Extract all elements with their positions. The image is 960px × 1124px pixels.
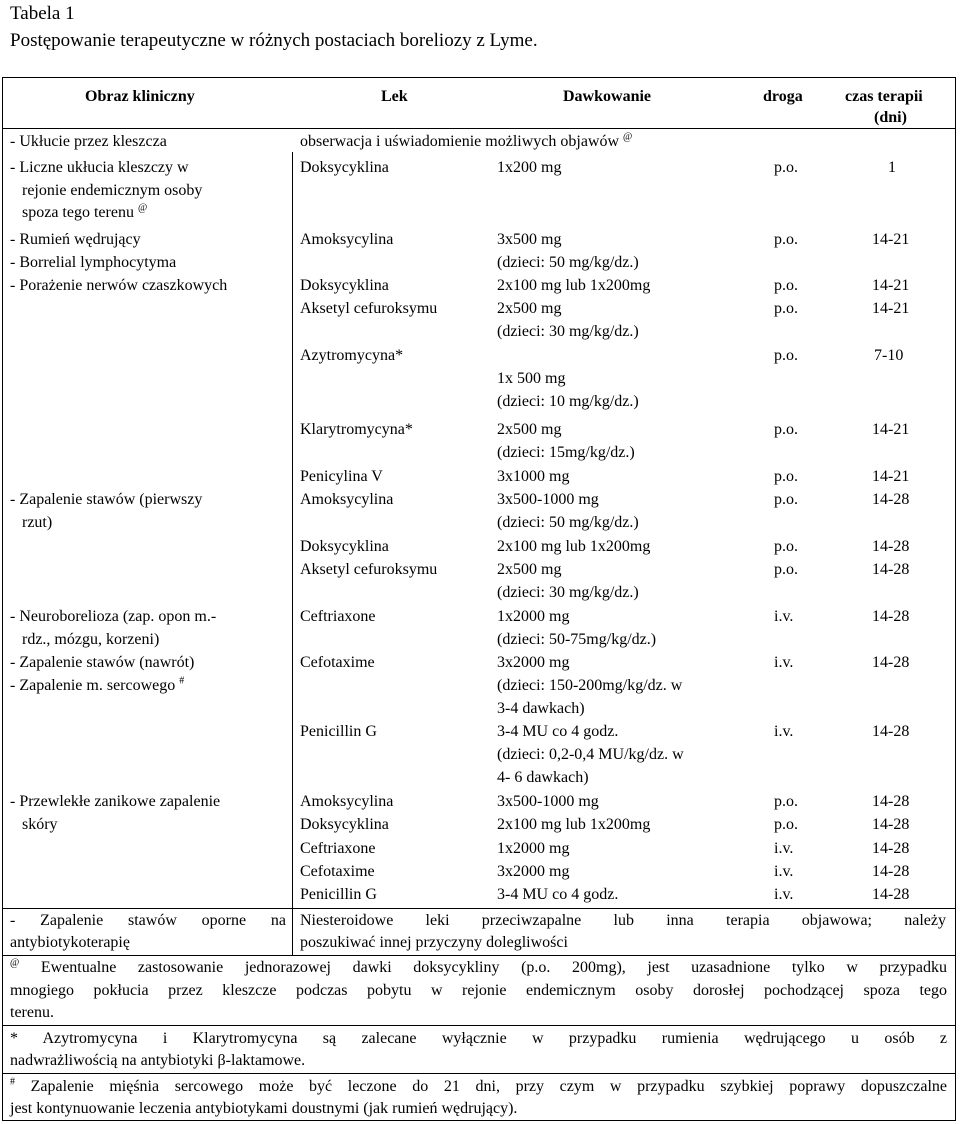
drug-name: Doksycyklina	[300, 816, 389, 833]
header-droga: droga	[763, 88, 803, 105]
route: i.v.	[774, 840, 794, 857]
duration: 14-21	[872, 231, 910, 248]
drug-name: Amoksycylina	[300, 231, 394, 248]
clinical-text: rejonie endemicznym osoby	[22, 182, 203, 199]
route: i.v.	[774, 608, 794, 625]
divider	[2, 1073, 956, 1074]
dose: 2x500 mg	[497, 561, 562, 578]
route: i.v.	[774, 723, 794, 740]
drug-name: Cefotaxime	[300, 863, 375, 880]
footnote-at: terenu.	[10, 1004, 54, 1021]
duration: 14-21	[872, 421, 910, 438]
route: p.o.	[774, 468, 798, 485]
footnote-star: * Azytromycyna i Klarytromycyna są zalecane wyłącznie w przypadku rumienia wędrującego u osób z	[10, 1030, 947, 1047]
divider	[2, 128, 956, 129]
dose: 3x500 mg	[497, 231, 562, 248]
dose: 2x500 mg	[497, 421, 562, 438]
drug-name: Doksycyklina	[300, 159, 389, 176]
dose-children: (dzieci: 150-200mg/kg/dz. w	[497, 677, 683, 694]
clinical-text: - Zapalenie m. sercowego #	[10, 675, 185, 694]
footnote-star: nadwrażliwością na antybiotyki β-laktamowe.	[10, 1052, 306, 1069]
footnote-hash: jest kontynuowanie leczenia antybiotykami doustnymi (jak rumień wędrujący).	[10, 1100, 518, 1117]
dose: 3x2000 mg	[497, 654, 570, 671]
dose: 3x500-1000 mg	[497, 491, 599, 508]
duration: 14-28	[872, 538, 910, 555]
dose: 3x500-1000 mg	[497, 793, 599, 810]
duration: 14-28	[872, 654, 910, 671]
drug-name: Ceftriaxone	[300, 840, 376, 857]
dose: 3x1000 mg	[497, 468, 570, 485]
route: p.o.	[774, 159, 798, 176]
route: p.o.	[774, 347, 798, 364]
dose-children: (dzieci: 30 mg/kg/dz.)	[497, 584, 639, 601]
drug-name: Cefotaxime	[300, 654, 375, 671]
duration: 14-28	[872, 840, 910, 857]
dose: 3-4 MU co 4 godz.	[497, 886, 619, 903]
dose: 1x2000 mg	[497, 840, 570, 857]
clinical-text: rzut)	[22, 514, 53, 531]
duration: 14-28	[872, 886, 910, 903]
route: p.o.	[774, 793, 798, 810]
drug-name: Aksetyl cefuroksymu	[300, 561, 438, 578]
duration: 14-28	[872, 723, 910, 740]
duration: 14-28	[872, 561, 910, 578]
clinical-text: - Borrelial lymphocytyma	[10, 254, 177, 271]
duration: 14-28	[872, 863, 910, 880]
table-caption: Tabela 1	[10, 3, 75, 24]
clinical-text: - Zapalenie stawów (nawrót)	[10, 654, 195, 671]
clinical-text: - Przewlekłe zanikowe zapalenie	[10, 793, 221, 810]
clinical-text: - Neuroborelioza (zap. opon m.-	[10, 608, 217, 625]
clinical-text: rdz., mózgu, korzeni)	[22, 631, 160, 648]
drug-name: Doksycyklina	[300, 277, 389, 294]
route: p.o.	[774, 561, 798, 578]
clinical-text: - Rumień wędrujący	[10, 231, 141, 248]
route: p.o.	[774, 491, 798, 508]
footnote-at: mnogiego pokłucia przez kleszcze podczas pobytu w rejonie endemicznym osoby dorosłej pochodzącej spoza tego	[10, 982, 947, 999]
clinical-text: skóry	[22, 816, 58, 833]
drug-name: Penicylina V	[300, 468, 383, 485]
drug-name: Aksetyl cefuroksymu	[300, 300, 438, 317]
drug-name: Penicillin G	[300, 723, 377, 740]
header-czas: czas terapii	[845, 88, 923, 105]
drug-name: Amoksycylina	[300, 491, 394, 508]
dose: 1x2000 mg	[497, 608, 570, 625]
route: p.o.	[774, 231, 798, 248]
clinical-text: - Zapalenie stawów (pierwszy	[10, 491, 203, 508]
duration: 7-10	[874, 347, 904, 364]
header-dawkowanie: Dawkowanie	[563, 88, 652, 105]
footnote-at: @ Ewentualne zastosowanie jednorazowej dawki doksycykliny (p.o. 200mg), jest uzasadnione tylko w przypadku	[10, 957, 948, 976]
route: p.o.	[774, 421, 798, 438]
route: i.v.	[774, 863, 794, 880]
duration: 1	[888, 159, 896, 176]
clinical-text: - Porażenie nerwów czaszkowych	[10, 277, 228, 294]
footnote-hash: # Zapalenie mięśnia sercowego może być leczone do 21 dni, przy czym w przypadku szybkiej poprawy dopuszczalne	[10, 1076, 948, 1095]
duration: 14-21	[872, 300, 910, 317]
drug-name: Klarytromycyna*	[300, 421, 413, 438]
table-title: Postępowanie terapeutyczne w różnych postaciach boreliozy z Lyme.	[10, 30, 538, 51]
header-obraz: Obraz kliniczny	[85, 88, 195, 105]
duration: 14-21	[872, 277, 910, 294]
therapy-text: poszukiwać innej przyczyny dolegliwości	[300, 934, 568, 951]
dose-children: 4- 6 dawkach)	[497, 769, 589, 786]
dose-children: (dzieci: 15mg/kg/dz.)	[497, 444, 635, 461]
header-lek: Lek	[381, 88, 408, 105]
therapy-text: Niesteroidowe leki przeciwzapalne lub inna terapia objawowa; należy	[300, 912, 946, 929]
clinical-text: spoza tego terenu @	[22, 202, 148, 221]
route: p.o.	[774, 300, 798, 317]
dose-children: (dzieci: 50 mg/kg/dz.)	[497, 514, 639, 531]
observation-text: obserwacja i uświadomienie możliwych objawów @	[300, 131, 633, 150]
header-czas-unit: (dni)	[874, 109, 907, 126]
drug-name: Penicillin G	[300, 886, 377, 903]
duration: 14-28	[872, 816, 910, 833]
divider	[2, 1025, 956, 1026]
duration: 14-28	[872, 793, 910, 810]
dose: 2x100 mg lub 1x200mg	[497, 816, 651, 833]
dose-children: (dzieci: 50-75mg/kg/dz.)	[497, 631, 657, 648]
duration: 14-28	[872, 491, 910, 508]
dose: 2x500 mg	[497, 300, 562, 317]
clinical-text: - Zapalenie stawów oporne na	[10, 912, 286, 929]
duration: 14-28	[872, 608, 910, 625]
column-divider	[292, 152, 293, 955]
dose: 2x100 mg lub 1x200mg	[497, 277, 651, 294]
dose-children: (dzieci: 30 mg/kg/dz.)	[497, 323, 639, 340]
drug-name: Doksycyklina	[300, 538, 389, 555]
dose-children: (dzieci: 50 mg/kg/dz.)	[497, 254, 639, 271]
clinical-text: - Ukłucie przez kleszcza	[10, 133, 167, 150]
dose: 1x200 mg	[497, 159, 562, 176]
route: i.v.	[774, 654, 794, 671]
drug-name: Ceftriaxone	[300, 608, 376, 625]
clinical-text: - Liczne ukłucia kleszczy w	[10, 159, 189, 176]
duration: 14-21	[872, 468, 910, 485]
dose: 3x2000 mg	[497, 863, 570, 880]
clinical-text: antybiotykoterapię	[10, 934, 130, 951]
dose: 1x 500 mg	[497, 370, 566, 387]
route: p.o.	[774, 277, 798, 294]
dose-children: 3-4 dawkach)	[497, 700, 585, 717]
dose: 2x100 mg lub 1x200mg	[497, 538, 651, 555]
dose-children: (dzieci: 10 mg/kg/dz.)	[497, 393, 639, 410]
route: i.v.	[774, 886, 794, 903]
route: p.o.	[774, 538, 798, 555]
drug-name: Azytromycyna*	[300, 347, 404, 364]
dose-children: (dzieci: 0,2-0,4 MU/kg/dz. w	[497, 746, 684, 763]
drug-name: Amoksycylina	[300, 793, 394, 810]
route: p.o.	[774, 816, 798, 833]
dose: 3-4 MU co 4 godz.	[497, 723, 619, 740]
